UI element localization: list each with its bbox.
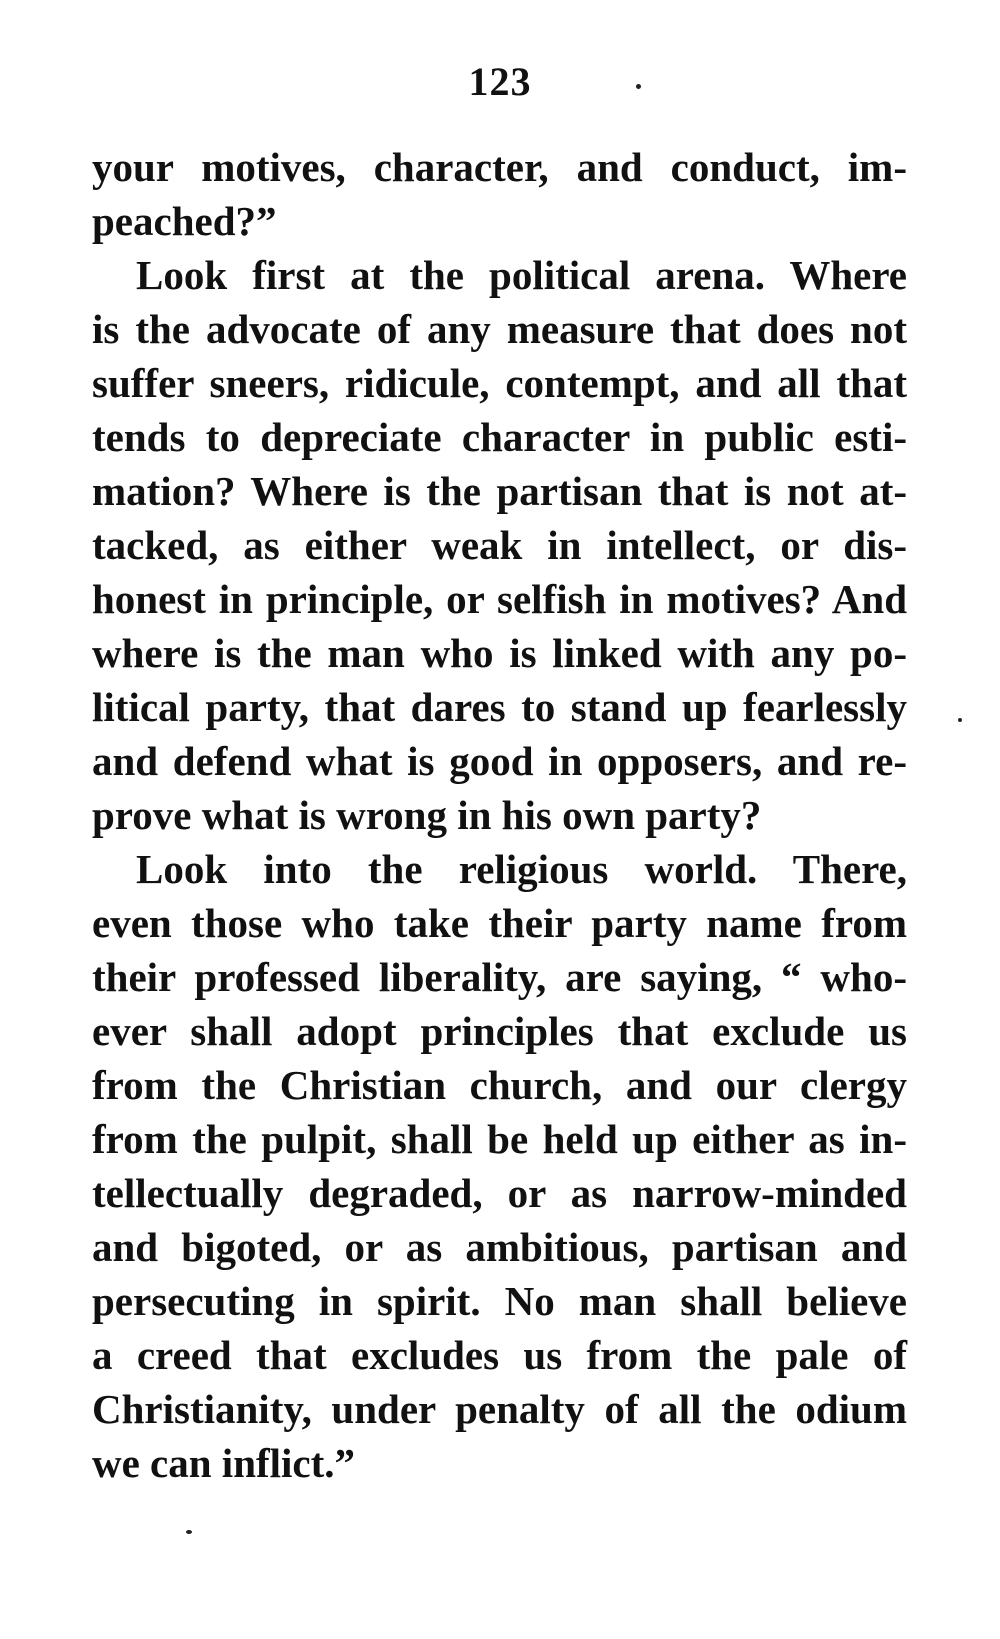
text-line: Look into the religious world. There,	[136, 846, 907, 892]
print-speck	[636, 84, 641, 89]
text-line: peached?”	[92, 198, 277, 244]
text-line: Look first at the political arena. Where	[136, 252, 907, 298]
text-line: we can inflict.”	[92, 1440, 356, 1486]
text-line: and bigoted, or as ambitious, partisan and	[92, 1224, 907, 1270]
text-line: persecuting in spirit. No man shall believe	[92, 1278, 907, 1324]
text-line: a creed that excludes us from the pale of	[92, 1332, 907, 1378]
page-number: 123	[468, 59, 532, 104]
text-line: honest in principle, or selfish in motives? And	[92, 576, 907, 622]
text-line: prove what is wrong in his own party?	[92, 792, 762, 838]
text-line: your motives, character, and conduct, im-	[92, 144, 907, 190]
text-line: mation? Where is the partisan that is not at-	[92, 468, 907, 514]
text-line: and defend what is good in opposers, and re-	[92, 738, 907, 784]
text-line: tends to depreciate character in public esti-	[92, 414, 907, 460]
text-line: is the advocate of any measure that does not	[92, 306, 907, 352]
print-speck	[186, 1530, 192, 1534]
text-line: tacked, as either weak in intellect, or dis-	[92, 522, 907, 568]
print-speck	[958, 718, 962, 722]
body-text	[92, 140, 907, 1490]
text-line: tellectually degraded, or as narrow-minded	[92, 1170, 907, 1216]
text-line: ever shall adopt principles that exclude us	[92, 1008, 907, 1054]
text-line: Christianity, under penalty of all the odium	[92, 1386, 907, 1432]
text-line: from the Christian church, and our clergy	[92, 1062, 907, 1108]
text-line: even those who take their party name from	[92, 900, 907, 946]
text-line: suffer sneers, ridicule, contempt, and all that	[92, 360, 907, 406]
text-line: litical party, that dares to stand up fearlessly	[92, 684, 907, 730]
text-line: where is the man who is linked with any po-	[92, 630, 907, 676]
text-line: from the pulpit, shall be held up either as in-	[92, 1116, 907, 1162]
text-line: their professed liberality, are saying, “ who-	[92, 954, 907, 1000]
